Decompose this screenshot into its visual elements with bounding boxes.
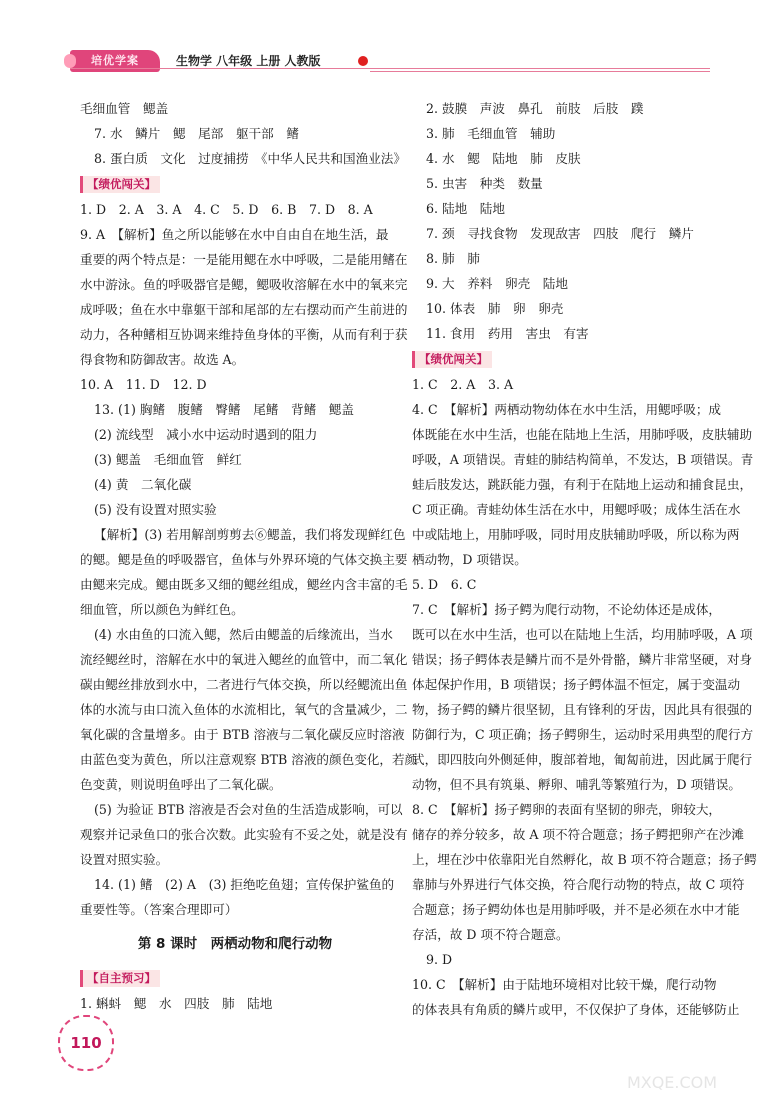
text-line: 3. 肺 毛细血管 辅助 <box>426 126 556 141</box>
text-line: 错误；扬子鳄体表是鳞片而不是外骨骼，鳞片非常坚硬，对身 <box>412 652 753 667</box>
text-line: 1. 蝌蚪 鳃 水 四肢 肺 陆地 <box>80 996 273 1011</box>
text-line: 5. 虫害 种类 数量 <box>426 176 543 191</box>
text-line: 既可以在水中生活，也可以在陆地上生活，均用肺呼吸，A 项 <box>412 627 753 642</box>
text-line: 上，埋在沙中依靠阳光自然孵化，故 B 项不符合题意；扬子鳄 <box>412 852 757 867</box>
text-line: 体起保护作用，B 项错误；扬子鳄体温不恒定，属于变温动 <box>412 677 741 692</box>
text-line: 9. 大 养料 卵壳 陆地 <box>426 276 568 291</box>
header-subject: 生物学 八年级 上册 人教版 <box>176 54 321 68</box>
text-line: 色变黄，则说明鱼呼出了二氧化碳。 <box>80 777 282 792</box>
text-line: 4. C 【解析】两栖动物幼体在水中生活，用鳃呼吸；成 <box>412 402 722 417</box>
text-line: 储存的养分较多，故 A 项不符合题意；扬子鳄把卵产在沙滩 <box>412 827 744 842</box>
watermark-text: MXQE.COM <box>626 1073 718 1092</box>
text-line: 毛细血管 鳃盖 <box>80 101 169 116</box>
text-line: 13. (1) 胸鳍 腹鳍 臀鳍 尾鳍 背鳍 鳃盖 <box>94 402 354 417</box>
header-badge: 培优学案 <box>70 50 160 72</box>
text-line: (2) 流线型 减小水中运动时遇到的阻力 <box>94 427 318 442</box>
text-line: 9. A 【解析】鱼之所以能够在水中自由自在地生活，最 <box>80 227 389 242</box>
text-line: 6. 陆地 陆地 <box>426 201 505 216</box>
text-line: 观察并记录鱼口的张合次数。此实验有不妥之处，就是没有 <box>80 827 408 842</box>
text-line: 由蓝色变为黄色，所以注意观察 BTB 溶液的颜色变化，若颜 <box>80 752 418 767</box>
left-block-b <box>80 197 418 922</box>
text-line: 8. C 【解析】扬子鳄卵的表面有坚韧的卵壳，卵较大， <box>412 802 722 817</box>
right-block-b <box>412 372 757 1022</box>
text-line: 8. 肺 肺 <box>426 251 480 266</box>
right-column <box>412 96 757 1022</box>
text-line: 【解析】(3) 若用解剖剪剪去⑥鳃盖，我们将发现鲜红色 <box>94 527 406 542</box>
text-line: 的鳃。鳃是鱼的呼吸器官，鱼体与外界环境的气体交换主要 <box>80 552 408 567</box>
text-line: 重要的两个特点是：一是能用鳃在水中呼吸，二是能用鳍在 <box>80 252 408 267</box>
text-line: 1. C 2. A 3. A <box>412 377 514 392</box>
text-line: 9. D <box>426 952 453 967</box>
text-line: 氧化碳的含量增多。由于 BTB 溶液与二氧化碳反应时溶液 <box>80 727 405 742</box>
text-line: 物，扬子鳄的鳞片很坚韧，且有锋利的牙齿，因此具有很强的 <box>412 702 753 717</box>
text-line: 呼吸，A 项错误。青蛙的肺结构简单，不发达，B 项错误。青 <box>412 452 754 467</box>
text-line: (3) 鳃盖 毛细血管 鲜红 <box>94 452 242 467</box>
section-header-preview: 【自主预习】 <box>80 970 160 987</box>
text-line: 5. D 6. C <box>412 577 477 592</box>
text-line: (4) 黄 二氧化碳 <box>94 477 192 492</box>
lesson-title: 第 8 课时 两栖动物和爬行动物 <box>137 936 333 952</box>
text-line: 水中游泳。鱼的呼吸器官是鳃，鳃吸收溶解在水中的氧来完 <box>80 277 408 292</box>
section-header-excellence: 【绩优闯关】 <box>412 351 492 368</box>
section-header-excellence: 【绩优闯关】 <box>80 176 160 193</box>
text-line: 重要性等。（答案合理即可） <box>80 902 238 917</box>
text-line: 流经鳃丝时，溶解在水中的氧进入鳃丝的血管中，而二氧化 <box>80 652 408 667</box>
text-line: 成呼吸；鱼在水中靠躯干部和尾部的左右摆动而产生前进的 <box>80 302 408 317</box>
text-line: (5) 没有设置对照实验 <box>94 502 217 517</box>
text-line: 由鳃来完成。鳃由既多又细的鳃丝组成，鳃丝内含丰富的毛 <box>80 577 408 592</box>
text-line: 动物，但不具有筑巢、孵卵、哺乳等繁殖行为，D 项错误。 <box>412 777 741 792</box>
text-line: 2. 鼓膜 声波 鼻孔 前肢 后肢 蹼 <box>426 101 644 116</box>
text-line: 动力，各种鳍相互协调来维持鱼身体的平衡，从而有利于获 <box>80 327 408 342</box>
watermark-logo <box>612 1030 732 1100</box>
text-line: 得食物和防御敌害。故选 A。 <box>80 352 245 367</box>
left-block-c <box>80 991 390 1016</box>
header-rule <box>70 68 710 69</box>
left-column <box>80 96 418 1016</box>
text-line: (5) 为验证 BTB 溶液是否会对鱼的生活造成影响，可以 <box>94 802 403 817</box>
text-line: 蛙后肢发达，跳跃能力强，有利于在陆地上运动和捕食昆虫， <box>412 477 753 492</box>
text-line: 的体表具有角质的鳞片或甲，不仅保护了身体，还能够防止 <box>412 1002 740 1017</box>
header-dot-icon <box>358 56 368 66</box>
text-line: 体的水流与由口流入鱼体的水流相比，氧气的含量减少，二 <box>80 702 408 717</box>
text-line: 10. C 【解析】由于陆地环境相对比较干燥，爬行动物 <box>412 977 717 992</box>
left-block-a <box>80 96 406 171</box>
page-header <box>0 40 750 100</box>
text-line: 7. 水 鳞片 鳃 尾部 躯干部 鳍 <box>94 126 299 141</box>
text-line: 合题意；扬子鳄幼体也是用肺呼吸，并不是必须在水中才能 <box>412 902 740 917</box>
text-line: 式，即四肢向外侧延伸，腹部着地，匍匐前进，因此属于爬行 <box>412 752 753 767</box>
text-line: 靠肺与外界进行气体交换，符合爬行动物的特点，故 C 项符 <box>412 877 745 892</box>
text-line: 10. 体表 肺 卵 卵壳 <box>426 301 564 316</box>
text-line: 14. (1) 鳍 (2) A (3) 拒绝吃鱼翅；宣传保护鲨鱼的 <box>94 877 395 892</box>
text-line: 4. 水 鳃 陆地 肺 皮肤 <box>426 151 581 166</box>
text-line: 设置对照实验。 <box>80 852 169 867</box>
text-line: 10. A 11. D 12. D <box>80 377 207 392</box>
text-line: 防御行为，C 项正确；扬子鳄卵生，运动时采用典型的爬行方 <box>412 727 754 742</box>
right-block-a <box>412 96 712 346</box>
text-line: 细血管，所以颜色为鲜红色。 <box>80 602 244 617</box>
text-line: C 项正确。青蛙幼体生活在水中，用鳃呼吸；成体生活在水 <box>412 502 741 517</box>
text-line: 存活，故 D 项不符合题意。 <box>412 927 569 942</box>
text-line: 8. 蛋白质 文化 过度捕捞 《中华人民共和国渔业法》 <box>94 151 406 166</box>
text-line: 7. 颈 寻找食物 发现敌害 四肢 爬行 鳞片 <box>426 226 694 241</box>
text-line: 栖动物，D 项错误。 <box>412 552 527 567</box>
header-rule <box>370 71 710 72</box>
text-line: 11. 食用 药用 害虫 有害 <box>426 326 589 341</box>
text-line: (4) 水由鱼的口流入鳃，然后由鳃盖的后缘流出，当水 <box>94 627 393 642</box>
text-line: 体既能在水中生活，也能在陆地上生活，用肺呼吸，皮肤辅助 <box>412 427 753 442</box>
text-line: 碳由鳃丝排放到水中，二者进行气体交换，所以经鳃流出鱼 <box>80 677 408 692</box>
text-line: 1. D 2. A 3. A 4. C 5. D 6. B 7. D 8. A <box>80 202 373 217</box>
text-line: 7. C 【解析】扬子鳄为爬行动物，不论幼体还是成体， <box>412 602 722 617</box>
page-number: 110 <box>58 1015 114 1071</box>
text-line: 中或陆地上，用肺呼吸，同时用皮肤辅助呼吸，所以称为两 <box>412 527 740 542</box>
